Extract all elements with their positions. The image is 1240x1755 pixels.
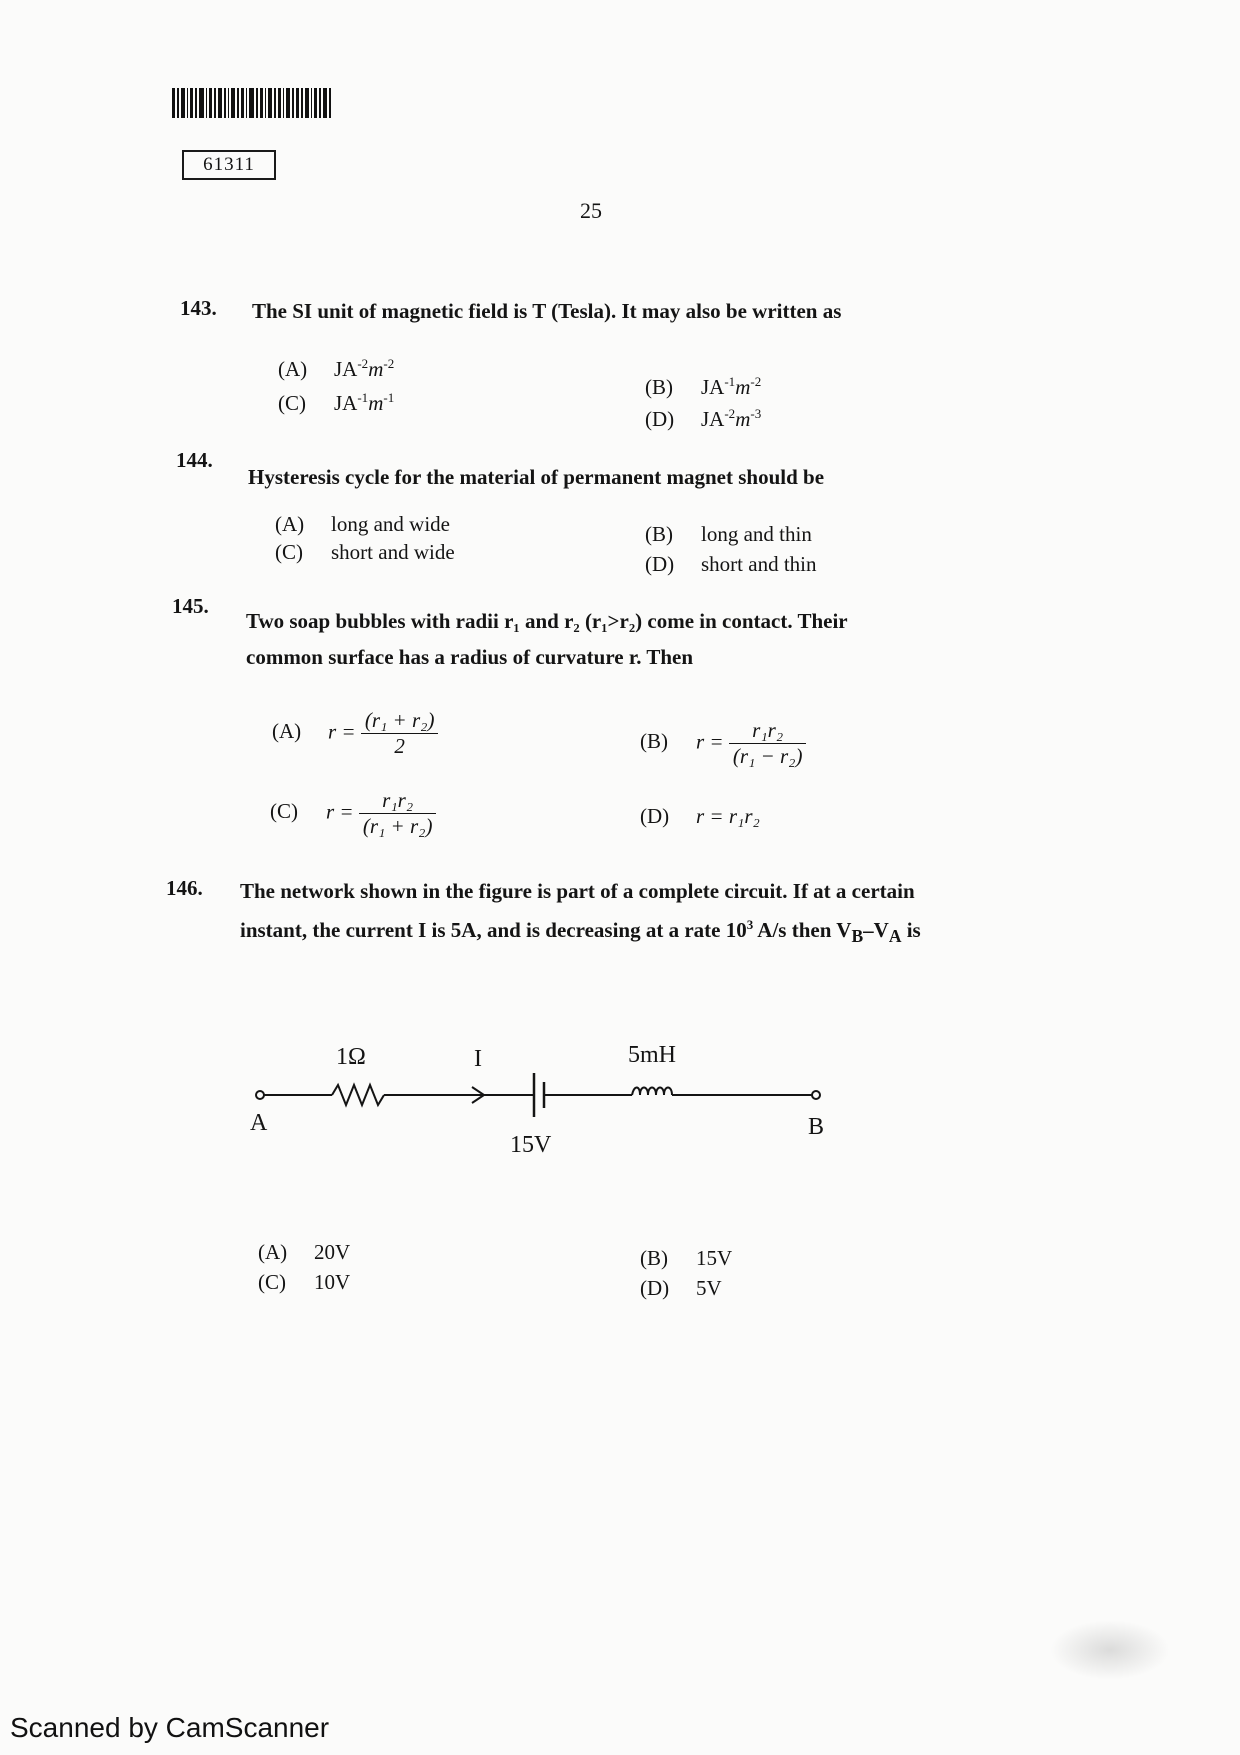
inductor <box>632 1088 672 1096</box>
question-146-text-line2: instant, the current I is 5A, and is decreasing at a rate $10^3$ A/s then $V_B-V_A$ is <box>240 917 921 947</box>
node-a-label: A <box>250 1110 268 1136</box>
question-143-text: The SI unit of magnetic field is T (Tesla). It may also be written as <box>252 299 842 323</box>
q145-option-a: (A) r = $\frac{\text{(r₁ + r₂)}}{2}$ <box>272 708 438 759</box>
document-code: 61311 <box>182 150 276 180</box>
q144-option-d: (D) short and thin <box>645 552 817 576</box>
q144-option-a: (A) long and wide <box>275 512 450 536</box>
barcode <box>172 88 332 118</box>
question-144-text: Hysteresis cycle for the material of permanent magnet should be <box>248 465 825 489</box>
q143-option-d: (D) $JA^{-2}m^{-3}$ <box>645 406 762 431</box>
q145-option-b: (B) r = $\frac{\text{r₁r₂}}{\text{(r₁ − r₂)}}$ <box>640 718 806 769</box>
q143-option-c: (C) $JA^{-1}m^{-1}$ <box>278 390 395 415</box>
question-146-text-line1: The network shown in the figure is part of a complete circuit. If at a certain <box>240 879 915 903</box>
q144-option-b: (B) long and thin <box>645 522 812 546</box>
q146-option-b: (B) 15V <box>640 1246 733 1270</box>
circuit-diagram <box>240 1040 840 1180</box>
resistor-label: 1Ω <box>336 1044 366 1070</box>
question-145-text-line2: common surface has a radius of curvature r. Then <box>246 645 694 669</box>
terminal-b <box>812 1091 820 1099</box>
terminal-a <box>256 1091 264 1099</box>
question-143-number: 143. <box>180 296 217 320</box>
scan-smudge <box>1050 1620 1170 1680</box>
question-146-number: 146. <box>166 876 203 900</box>
q146-option-d: (D) 5V <box>640 1276 722 1300</box>
resistor <box>332 1085 384 1105</box>
question-144-number: 144. <box>176 448 213 472</box>
q145-option-d: (D) r = r₁r₂ <box>640 804 760 828</box>
q146-option-c: (C) 10V <box>258 1270 351 1294</box>
battery-label: 15V <box>510 1132 552 1158</box>
q146-option-a: (A) 20V <box>258 1240 351 1264</box>
q144-option-c: (C) short and wide <box>275 540 455 564</box>
page-number: 25 <box>580 198 602 223</box>
inductor-label: 5mH <box>628 1042 676 1068</box>
q143-option-a: (A) $JA^{-2}m^{-2}$ <box>278 356 395 381</box>
q143-option-b: (B) $JA^{-1}m^{-2}$ <box>645 374 762 399</box>
q145-option-c: (C) r = $\frac{\text{r₁r₂}}{\text{(r₁ + r₂)}}$ <box>270 788 436 839</box>
question-145-text-line1: Two soap bubbles with radii r₁ and r₂ (r₁>r₂) come in contact. Their <box>246 609 848 633</box>
question-145-number: 145. <box>172 594 209 618</box>
current-label: I <box>474 1046 482 1072</box>
scanner-watermark: Scanned by CamScanner <box>10 1712 330 1743</box>
node-b-label: B <box>808 1114 825 1140</box>
